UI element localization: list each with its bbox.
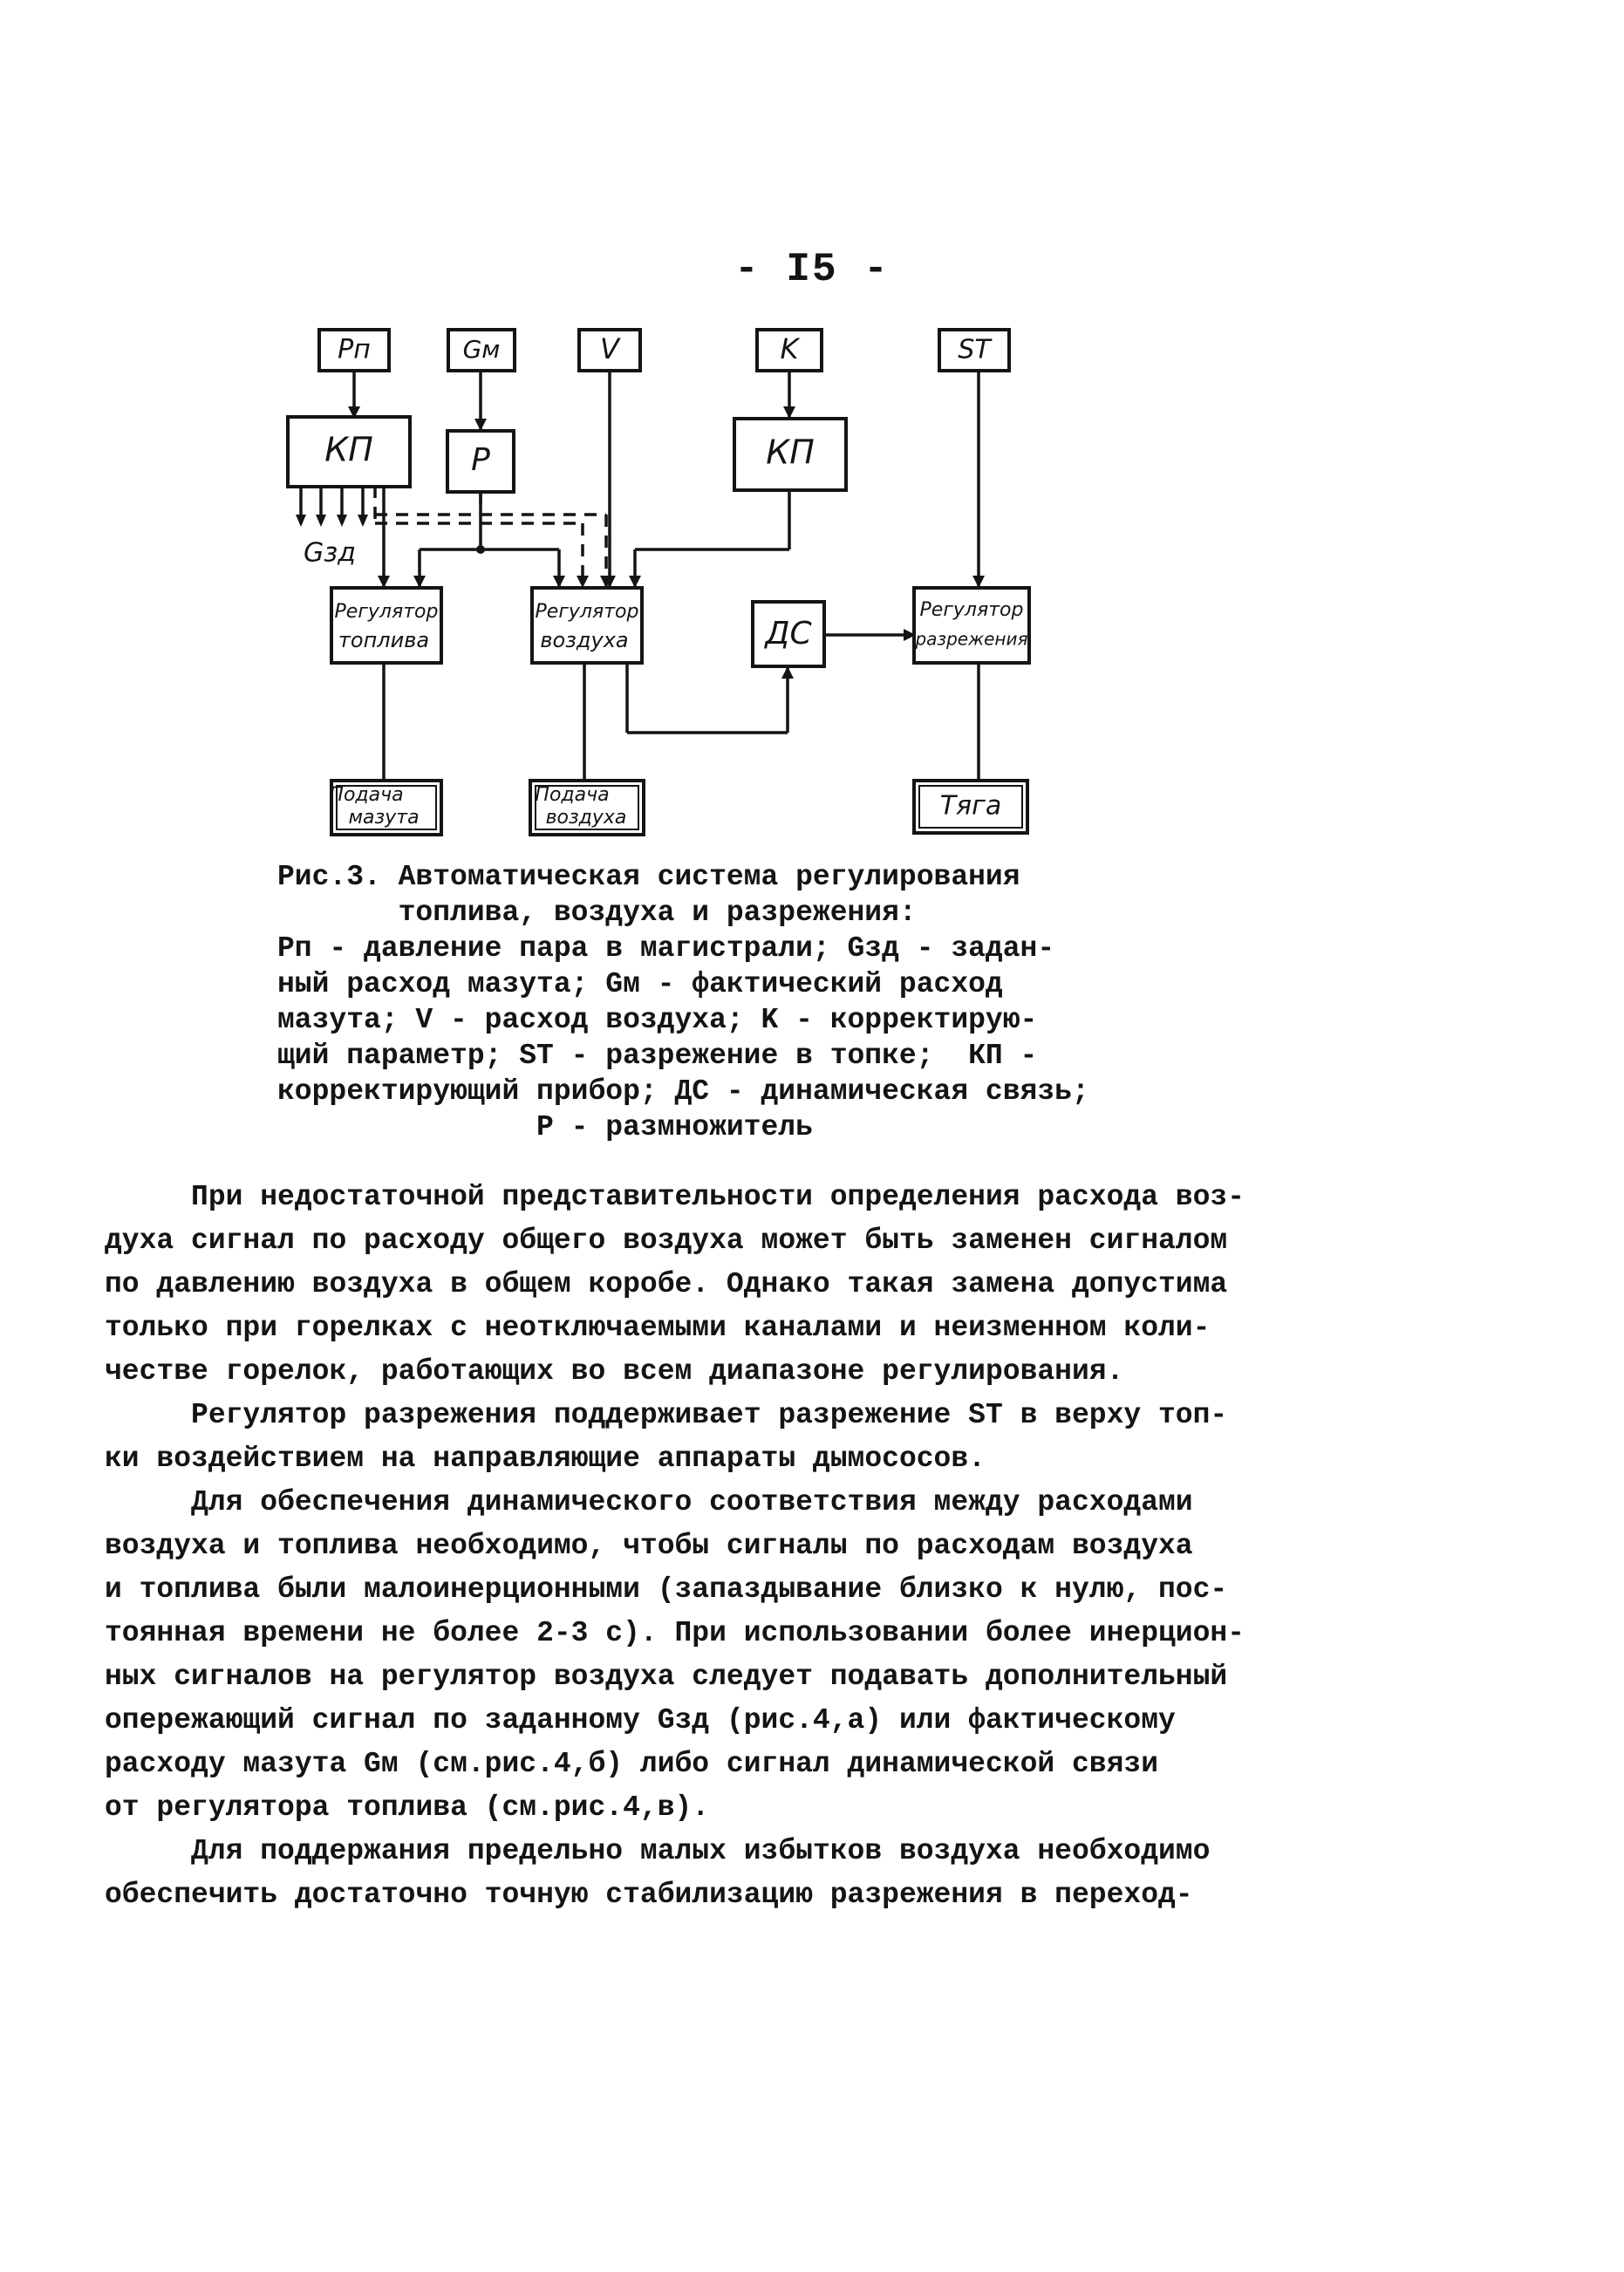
out-air-label-2: воздуха [545, 807, 627, 829]
text-line: Для обеспечения динамического соответствия между расходами [105, 1486, 1193, 1518]
r-label: Р [471, 442, 490, 478]
out-fuel-label-1: Подача [329, 784, 404, 806]
caption-line: мазута; V - расход воздуха; K - корректирую- [277, 1004, 1038, 1036]
ds-box [753, 602, 824, 666]
caption-line: топлива, воздуха и разрежения: [277, 897, 917, 929]
reg-air-label-2: воздуха [540, 628, 629, 652]
kp-left-box [288, 417, 410, 487]
caption-line: Pп - давление пара в магистрали; Gзд - задан- [277, 932, 1055, 965]
text-line: Регулятор разрежения поддерживает разрежение ST в верху топ- [105, 1399, 1228, 1431]
body-text [105, 1176, 1245, 1917]
r-box [447, 431, 514, 492]
text-line: опережающий сигнал по заданному Gзд (рис.4,а) или фактическому [105, 1704, 1176, 1736]
paragraph [105, 1830, 1238, 1917]
caption-line: Р - размножитель [277, 1111, 813, 1143]
out-draft-label: Тяга [939, 790, 1002, 822]
paragraph [105, 1481, 1245, 1830]
caption-line: Рис.3. Автоматическая система регулирования [277, 861, 1020, 893]
input-gm-box [448, 330, 515, 371]
input-pn-label: Pп [338, 334, 371, 365]
paragraph [105, 1176, 1245, 1394]
reg-vacuum-box [914, 588, 1029, 663]
text-line: по давлению воздуха в общем коробе. Однако такая замена допустима [105, 1268, 1228, 1300]
out-fuel-box [329, 781, 441, 835]
kp-right-box [734, 419, 846, 490]
page-number: - I5 - [734, 247, 890, 292]
input-gm-label: Gм [462, 335, 501, 364]
out-fuel-label-2: мазута [348, 807, 420, 829]
ds-label: ДС [765, 616, 812, 652]
text-line: честве горелок, работающих во всем диапазоне регулирования. [105, 1355, 1124, 1388]
input-v-label: V [600, 332, 619, 365]
text-line: и топлива были малоинерционными (запаздывание близко к нулю, пос- [105, 1573, 1228, 1606]
kp-right-label: КП [766, 433, 815, 472]
reg-air-box [532, 588, 642, 663]
paragraph [105, 1394, 1238, 1481]
text-line: При недостаточной представительности определения расхода воз- [105, 1181, 1245, 1213]
text-line: ки воздействием на направляющие аппараты дымососов. [105, 1443, 986, 1475]
input-v-box [579, 330, 640, 371]
text-line: только при горелках с неотключаемыми каналами и неизменном коли- [105, 1312, 1211, 1344]
text-line: духа сигнал по расходу общего воздуха может быть заменен сигналом [105, 1225, 1228, 1257]
reg-vacuum-label-1: Регулятор [919, 599, 1024, 621]
control-system-diagram [0, 0, 1624, 872]
figure-caption [277, 859, 1150, 1145]
caption-line: корректирующий прибор; ДС - динамическая связь; [277, 1075, 1089, 1108]
text-line: воздуха и топлива необходимо, чтобы сигналы по расходам воздуха [105, 1530, 1193, 1562]
reg-air-label-1: Регулятор [535, 601, 639, 623]
caption-line: ный расход мазута; Gм - фактический расход [277, 968, 1003, 1000]
text-line: Для поддержания предельно малых избытков воздуха необходимо [105, 1835, 1211, 1867]
input-st-box [939, 330, 1009, 371]
out-draft-box [914, 781, 1027, 833]
text-line: ных сигналов на регулятор воздуха следует подавать дополнительный [105, 1661, 1228, 1693]
caption-line: щий параметр; ST - разрежение в топке; КП - [277, 1040, 1038, 1072]
text-line: тоянная времени не более 2-3 с). При использовании более инерцион- [105, 1617, 1245, 1649]
input-st-label: ST [958, 334, 991, 365]
reg-vacuum-label-2: разрежения [915, 628, 1028, 650]
reg-fuel-label-1: Регулятор [334, 601, 439, 623]
reg-fuel-label-2: топлива [338, 628, 430, 652]
out-air-box [530, 781, 644, 835]
g3d-label: Gзд [304, 537, 356, 569]
text-line: от регулятора топлива (см.рис.4,в). [105, 1791, 710, 1824]
input-k-box [757, 330, 822, 371]
input-k-label: K [780, 332, 799, 365]
text-line: расходу мазута Gм (см.рис.4,б) либо сигнал динамической связи [105, 1748, 1158, 1780]
input-pn-box [319, 330, 389, 371]
kp-left-label: КП [324, 430, 373, 469]
text-line: обеспечить достаточно точную стабилизацию разрежения в переход- [105, 1879, 1193, 1911]
out-air-label-1: Подача [535, 784, 610, 806]
reg-fuel-box [331, 588, 441, 663]
